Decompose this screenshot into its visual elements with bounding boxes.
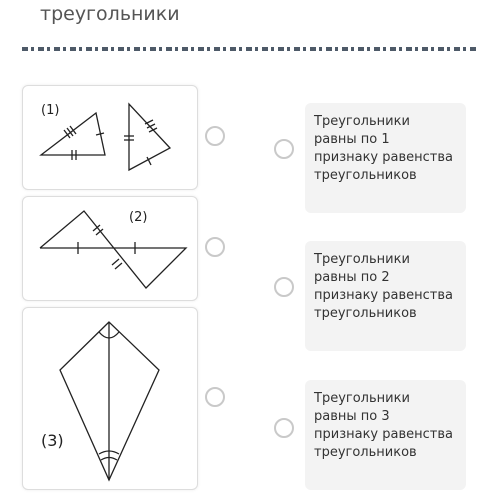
page-title: треугольники <box>40 3 180 25</box>
answer-2-radio[interactable] <box>274 277 294 297</box>
figure-2-diagram <box>23 197 197 300</box>
figure-1-diagram <box>23 86 197 189</box>
figure-card-3[interactable] <box>22 307 198 490</box>
figure-1-triangle-left <box>41 113 105 160</box>
figure-3-kite <box>60 322 159 480</box>
figure-1-triangle-right <box>124 104 170 170</box>
figure-card-1[interactable] <box>22 85 198 190</box>
figure-3-label: (3) <box>41 431 64 450</box>
figure-3-radio[interactable] <box>205 387 225 407</box>
figure-2-crossing-triangles <box>40 211 186 288</box>
answer-3-radio[interactable] <box>274 418 294 438</box>
answer-option-1[interactable]: Треугольники равны по 1 признаку равенства треугольников <box>305 103 466 213</box>
figure-1-radio[interactable] <box>205 126 225 146</box>
section-divider <box>22 47 478 51</box>
answer-option-2[interactable]: Треугольники равны по 2 признаку равенства треугольников <box>305 241 466 351</box>
figure-2-radio[interactable] <box>205 237 225 257</box>
answer-1-radio[interactable] <box>274 139 294 159</box>
figure-3-diagram <box>23 308 197 489</box>
figure-1-label: (1) <box>41 103 60 118</box>
figure-card-2[interactable] <box>22 196 198 301</box>
figure-2-label: (2) <box>129 210 148 225</box>
answer-option-3[interactable]: Треугольники равны по 3 признаку равенства треугольников <box>305 380 466 490</box>
